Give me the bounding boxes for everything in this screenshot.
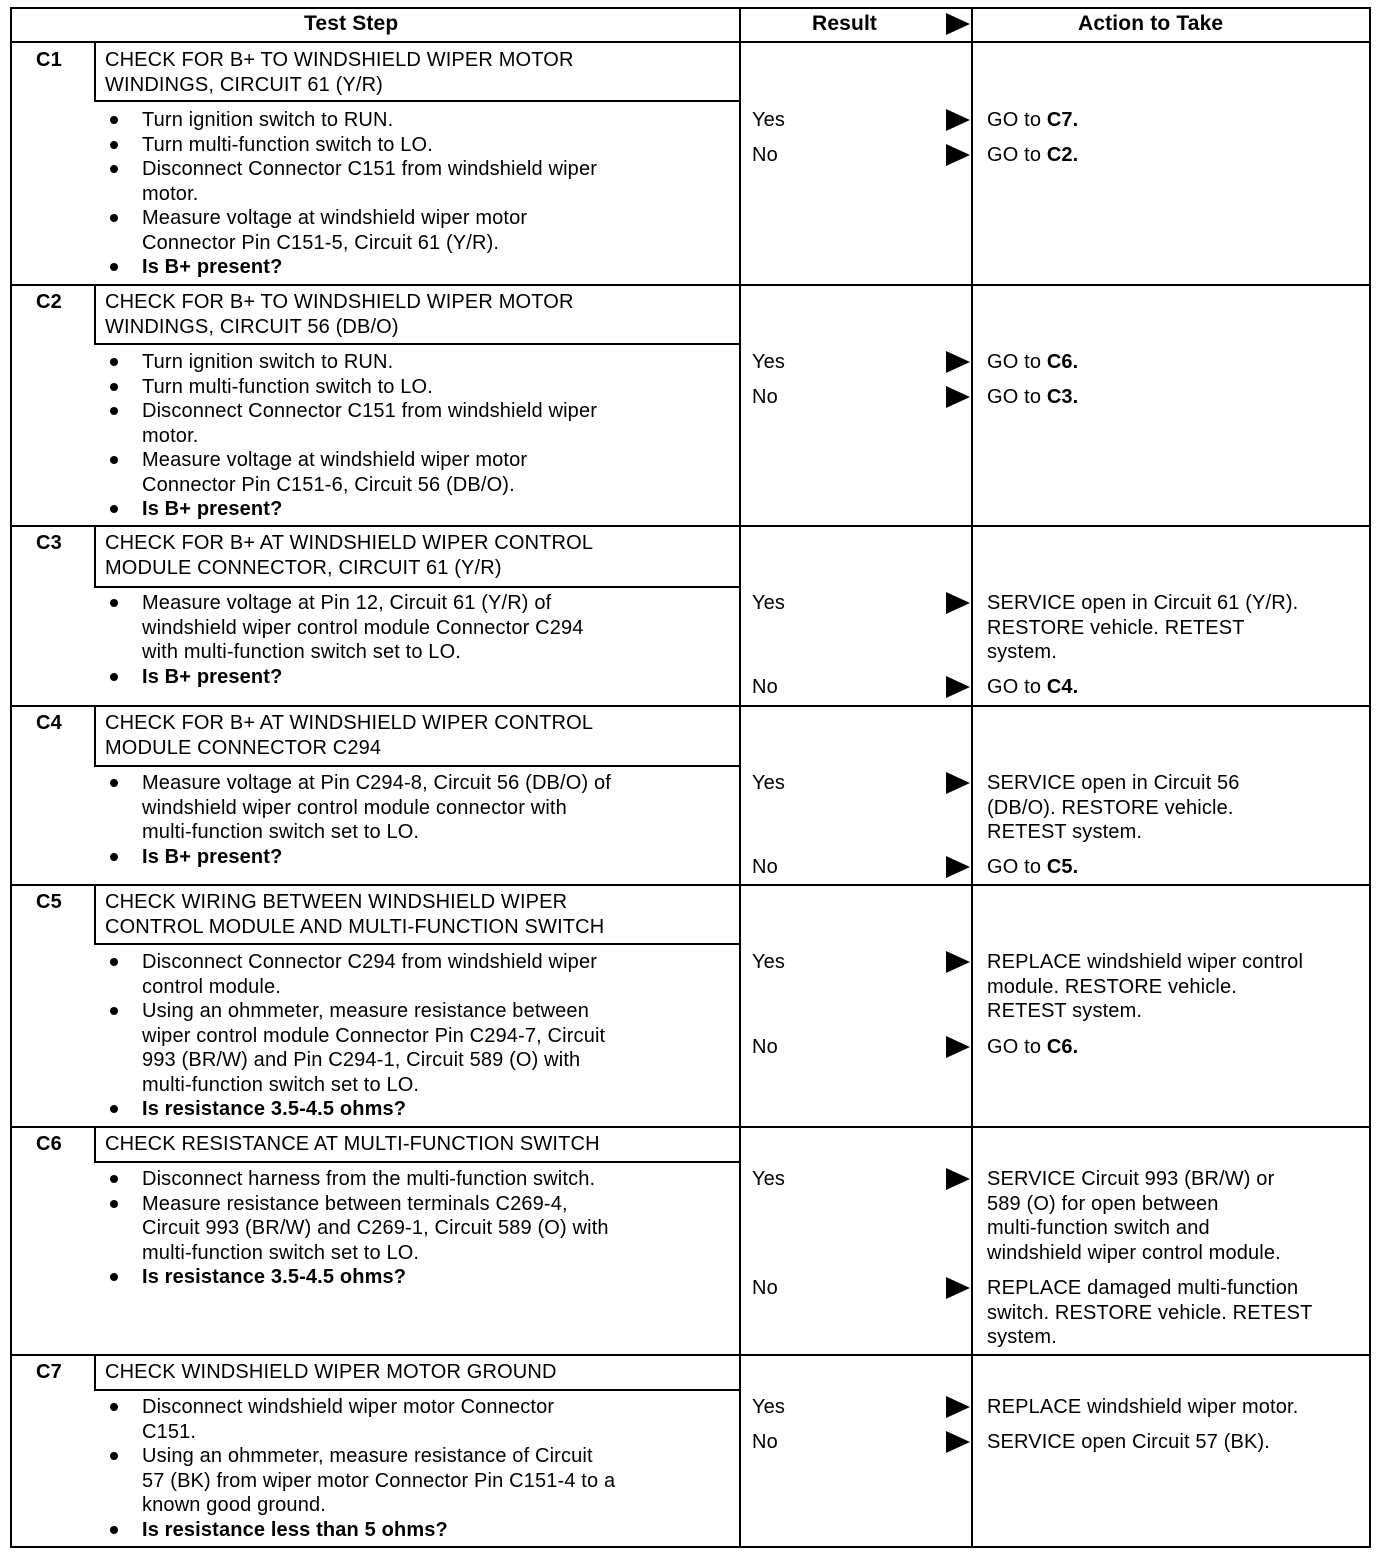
result-arrow-icon bbox=[946, 951, 970, 973]
header-arrow-icon bbox=[946, 13, 970, 35]
step-instruction: Turn ignition switch to RUN. bbox=[142, 109, 394, 131]
action-line bbox=[987, 975, 1237, 1000]
action-step-reference: C7. bbox=[1046, 109, 1079, 131]
step-title-line: CHECK FOR B+ TO WINDSHIELD WIPER MOTOR bbox=[105, 49, 574, 71]
step-instruction: multi-function switch set to LO. bbox=[142, 1241, 420, 1264]
step-title-line: CHECK WIRING BETWEEN WINDSHIELD WIPER bbox=[105, 891, 568, 913]
step-id-divider bbox=[94, 525, 96, 586]
step-title-line: CHECK FOR B+ TO WINDSHIELD WIPER MOTOR bbox=[105, 291, 574, 313]
step-row-border bbox=[10, 1354, 1371, 1356]
action-line bbox=[987, 796, 1234, 821]
step-title-separator bbox=[94, 765, 739, 767]
action-text: RETEST system. bbox=[987, 821, 1143, 843]
step-id: C4 bbox=[36, 712, 62, 734]
action-text: switch. RESTORE vehicle. RETEST bbox=[987, 1301, 1313, 1324]
action-text: multi-function switch and bbox=[987, 1217, 1210, 1239]
bullet-icon bbox=[110, 1452, 118, 1460]
step-question: Is B+ present? bbox=[142, 665, 283, 688]
step-instruction: motor. bbox=[142, 182, 199, 205]
step-question: Is B+ present? bbox=[142, 256, 283, 278]
bullet-icon bbox=[110, 673, 118, 681]
result-arrow-icon bbox=[946, 1036, 970, 1058]
action-line bbox=[987, 350, 1078, 375]
result-yes-label: Yes bbox=[752, 1396, 786, 1418]
result-yes-label: Yes bbox=[752, 772, 786, 794]
step-instruction: 57 (BK) from wiper motor Connector Pin C151-4 to a bbox=[142, 1469, 616, 1492]
result-arrow-icon bbox=[946, 772, 970, 794]
action-text: 589 (O) for open between bbox=[987, 1192, 1219, 1215]
header-bottom-border bbox=[10, 41, 1371, 43]
result-arrow-icon bbox=[946, 109, 970, 131]
result-arrow-icon bbox=[946, 592, 970, 614]
step-question: Is resistance 3.5-4.5 ohms? bbox=[142, 1098, 407, 1120]
action-text: GO to bbox=[987, 856, 1047, 878]
step-question: Is B+ present? bbox=[142, 845, 283, 868]
step-instruction: Disconnect Connector C151 from windshield wiper bbox=[142, 158, 598, 180]
result-yes-label: Yes bbox=[752, 1168, 786, 1190]
action-step-reference: C2. bbox=[1046, 144, 1079, 166]
step-question: Is B+ present? bbox=[142, 498, 283, 520]
action-line bbox=[987, 143, 1078, 168]
table-left-border bbox=[10, 7, 12, 1547]
step-instruction: multi-function switch set to LO. bbox=[142, 821, 420, 843]
result-arrow-icon bbox=[946, 144, 970, 166]
step-id: C7 bbox=[36, 1361, 62, 1383]
action-line bbox=[987, 1276, 1298, 1301]
header-test-step: Test Step bbox=[304, 12, 399, 35]
bullet-icon bbox=[110, 1007, 118, 1015]
result-yes-label: Yes bbox=[752, 351, 786, 373]
action-line bbox=[987, 999, 1142, 1024]
step-row-border bbox=[10, 705, 1371, 707]
step-row-border bbox=[10, 1546, 1371, 1548]
action-line bbox=[987, 640, 1057, 665]
action-text: SERVICE Circuit 993 (BR/W) or bbox=[987, 1168, 1275, 1190]
step-id-divider bbox=[94, 1354, 96, 1389]
action-line bbox=[987, 108, 1078, 133]
bullet-icon bbox=[110, 853, 118, 861]
result-arrow-icon bbox=[946, 856, 970, 878]
step-title-line: CHECK RESISTANCE AT MULTI-FUNCTION SWITCH bbox=[105, 1133, 600, 1155]
bullet-icon bbox=[110, 1403, 118, 1411]
result-no-label: No bbox=[752, 1431, 778, 1453]
action-text: GO to bbox=[987, 109, 1047, 131]
result-arrow-icon bbox=[946, 676, 970, 698]
step-instruction: Using an ohmmeter, measure resistance of Circuit bbox=[142, 1445, 593, 1467]
step-title-separator bbox=[94, 943, 739, 945]
step-instruction: Measure resistance between terminals C269-4, bbox=[142, 1192, 568, 1215]
step-instruction: with multi-function switch set to LO. bbox=[142, 641, 461, 663]
step-instruction: Using an ohmmeter, measure resistance between bbox=[142, 1000, 589, 1022]
result-yes-label: Yes bbox=[752, 109, 786, 131]
action-text: module. RESTORE vehicle. bbox=[987, 975, 1237, 998]
action-step-reference: C6. bbox=[1046, 351, 1079, 373]
action-line bbox=[987, 1395, 1298, 1420]
action-column-divider bbox=[971, 7, 973, 1547]
bullet-icon bbox=[110, 358, 118, 366]
step-instruction: Connector Pin C151-5, Circuit 61 (Y/R). bbox=[142, 231, 500, 254]
step-title-separator bbox=[94, 343, 739, 345]
result-no-label: No bbox=[752, 386, 778, 408]
header-result: Result bbox=[812, 12, 878, 35]
step-instruction: Turn multi-function switch to LO. bbox=[142, 375, 433, 398]
step-id: C3 bbox=[36, 532, 62, 554]
action-step-reference: C5. bbox=[1046, 856, 1079, 878]
result-yes-label: Yes bbox=[752, 592, 786, 614]
bullet-icon bbox=[110, 214, 118, 222]
step-instruction: known good ground. bbox=[142, 1494, 326, 1516]
step-instruction: Measure voltage at windshield wiper motor bbox=[142, 207, 528, 229]
action-text: GO to bbox=[987, 1036, 1047, 1058]
action-text: RETEST system. bbox=[987, 1000, 1143, 1022]
action-line bbox=[987, 1325, 1057, 1350]
step-title-line: MODULE CONNECTOR C294 bbox=[105, 736, 382, 759]
result-no-label: No bbox=[752, 1036, 778, 1058]
action-text: GO to bbox=[987, 386, 1047, 408]
action-text: system. bbox=[987, 1326, 1057, 1348]
step-id-divider bbox=[94, 284, 96, 343]
action-line bbox=[987, 1035, 1078, 1060]
action-line bbox=[987, 1192, 1219, 1217]
step-instruction: Turn ignition switch to RUN. bbox=[142, 351, 394, 373]
bullet-icon bbox=[110, 1200, 118, 1208]
step-title-line: CHECK WINDSHIELD WIPER MOTOR GROUND bbox=[105, 1361, 557, 1383]
bullet-icon bbox=[110, 958, 118, 966]
step-title-separator bbox=[94, 100, 739, 102]
action-text: REPLACE damaged multi-function bbox=[987, 1277, 1299, 1299]
step-row-border bbox=[10, 525, 1371, 527]
step-instruction: Circuit 993 (BR/W) and C269-1, Circuit 589 (O) with bbox=[142, 1217, 609, 1239]
bullet-icon bbox=[110, 383, 118, 391]
step-instruction: Connector Pin C151-6, Circuit 56 (DB/O). bbox=[142, 473, 515, 496]
bullet-icon bbox=[110, 1273, 118, 1281]
header-action: Action to Take bbox=[1078, 12, 1224, 35]
action-text: REPLACE windshield wiper motor. bbox=[987, 1396, 1299, 1418]
step-instruction: control module. bbox=[142, 975, 281, 998]
step-question: Is resistance less than 5 ohms? bbox=[142, 1518, 448, 1541]
step-row-border bbox=[10, 1126, 1371, 1128]
step-row-border bbox=[10, 884, 1371, 886]
step-instruction: wiper control module Connector Pin C294-7, Circuit bbox=[142, 1024, 606, 1047]
bullet-icon bbox=[110, 599, 118, 607]
action-text: windshield wiper control module. bbox=[987, 1241, 1281, 1264]
action-line bbox=[987, 820, 1142, 845]
step-id: C5 bbox=[36, 891, 62, 913]
step-id: C1 bbox=[36, 49, 62, 71]
step-instruction: windshield wiper control module Connector C294 bbox=[142, 616, 584, 639]
action-text: GO to bbox=[987, 676, 1047, 698]
step-id: C2 bbox=[36, 291, 62, 313]
action-step-reference: C3. bbox=[1046, 386, 1079, 408]
bullet-icon bbox=[110, 263, 118, 271]
result-arrow-icon bbox=[946, 1168, 970, 1190]
result-no-label: No bbox=[752, 676, 778, 698]
action-text: SERVICE open in Circuit 61 (Y/R). bbox=[987, 592, 1299, 614]
step-question: Is resistance 3.5-4.5 ohms? bbox=[142, 1266, 407, 1288]
action-text: SERVICE open in Circuit 56 bbox=[987, 772, 1240, 794]
step-title-line: CHECK FOR B+ AT WINDSHIELD WIPER CONTROL bbox=[105, 532, 594, 554]
result-arrow-icon bbox=[946, 351, 970, 373]
step-instruction: 993 (BR/W) and Pin C294-1, Circuit 589 (O) with bbox=[142, 1049, 581, 1071]
action-text: REPLACE windshield wiper control bbox=[987, 951, 1304, 973]
bullet-icon bbox=[110, 1175, 118, 1183]
action-line bbox=[987, 1167, 1274, 1192]
result-arrow-icon bbox=[946, 1396, 970, 1418]
step-instruction: Disconnect harness from the multi-function switch. bbox=[142, 1168, 596, 1190]
result-arrow-icon bbox=[946, 386, 970, 408]
action-text: SERVICE open Circuit 57 (BK). bbox=[987, 1431, 1270, 1453]
action-line bbox=[987, 950, 1303, 975]
step-id: C6 bbox=[36, 1133, 62, 1155]
step-instruction: C151. bbox=[142, 1420, 197, 1443]
result-arrow-icon bbox=[946, 1431, 970, 1453]
step-instruction: Disconnect Connector C151 from windshield wiper bbox=[142, 400, 598, 422]
step-title-line: CHECK FOR B+ AT WINDSHIELD WIPER CONTROL bbox=[105, 712, 594, 734]
result-arrow-icon bbox=[946, 1277, 970, 1299]
step-id-divider bbox=[94, 884, 96, 943]
bullet-icon bbox=[110, 779, 118, 787]
action-line bbox=[987, 591, 1298, 616]
bullet-icon bbox=[110, 116, 118, 124]
step-instruction: windshield wiper control module connector with bbox=[142, 796, 567, 819]
bullet-icon bbox=[110, 165, 118, 173]
result-no-label: No bbox=[752, 144, 778, 166]
action-text: system. bbox=[987, 641, 1057, 663]
step-instruction: Disconnect windshield wiper motor Connector bbox=[142, 1396, 555, 1418]
step-id-divider bbox=[94, 705, 96, 765]
result-no-label: No bbox=[752, 856, 778, 878]
action-line bbox=[987, 1216, 1210, 1241]
result-yes-label: Yes bbox=[752, 951, 786, 973]
step-title-separator bbox=[94, 1161, 739, 1163]
step-id-divider bbox=[94, 42, 96, 100]
step-instruction: Turn multi-function switch to LO. bbox=[142, 133, 433, 156]
step-title-line: WINDINGS, CIRCUIT 61 (Y/R) bbox=[105, 73, 383, 96]
step-instruction: Measure voltage at Pin C294-8, Circuit 56 (DB/O) of bbox=[142, 772, 611, 794]
step-instruction: Measure voltage at windshield wiper motor bbox=[142, 449, 528, 471]
action-text: RESTORE vehicle. RETEST bbox=[987, 616, 1245, 639]
step-title-separator bbox=[94, 586, 739, 588]
step-title-line: CONTROL MODULE AND MULTI-FUNCTION SWITCH bbox=[105, 915, 605, 938]
step-instruction: motor. bbox=[142, 424, 199, 447]
action-line bbox=[987, 771, 1240, 796]
step-id-divider bbox=[94, 1126, 96, 1161]
step-instruction: Measure voltage at Pin 12, Circuit 61 (Y/R) of bbox=[142, 592, 552, 614]
bullet-icon bbox=[110, 1526, 118, 1534]
bullet-icon bbox=[110, 407, 118, 415]
bullet-icon bbox=[110, 141, 118, 149]
action-text: GO to bbox=[987, 351, 1047, 373]
step-title-line: WINDINGS, CIRCUIT 56 (DB/O) bbox=[105, 315, 399, 338]
step-title-line: MODULE CONNECTOR, CIRCUIT 61 (Y/R) bbox=[105, 556, 502, 579]
table-right-border bbox=[1369, 7, 1371, 1547]
action-step-reference: C6. bbox=[1046, 1036, 1079, 1058]
action-step-reference: C4. bbox=[1046, 676, 1079, 698]
action-line bbox=[987, 616, 1245, 641]
step-instruction: multi-function switch set to LO. bbox=[142, 1073, 420, 1096]
action-line bbox=[987, 1241, 1281, 1266]
action-text: (DB/O). RESTORE vehicle. bbox=[987, 796, 1234, 819]
result-column-divider bbox=[739, 7, 741, 1547]
action-text: GO to bbox=[987, 144, 1047, 166]
step-title-separator bbox=[94, 1389, 739, 1391]
step-instruction: Disconnect Connector C294 from windshield wiper bbox=[142, 951, 598, 973]
action-line bbox=[987, 855, 1078, 880]
action-line bbox=[987, 1301, 1312, 1326]
action-line bbox=[987, 675, 1078, 700]
step-row-border bbox=[10, 284, 1371, 286]
bullet-icon bbox=[110, 1105, 118, 1113]
result-no-label: No bbox=[752, 1277, 778, 1299]
action-line bbox=[987, 1430, 1270, 1455]
bullet-icon bbox=[110, 505, 118, 513]
bullet-icon bbox=[110, 456, 118, 464]
action-line bbox=[987, 385, 1078, 410]
table-top-border bbox=[10, 7, 1371, 9]
